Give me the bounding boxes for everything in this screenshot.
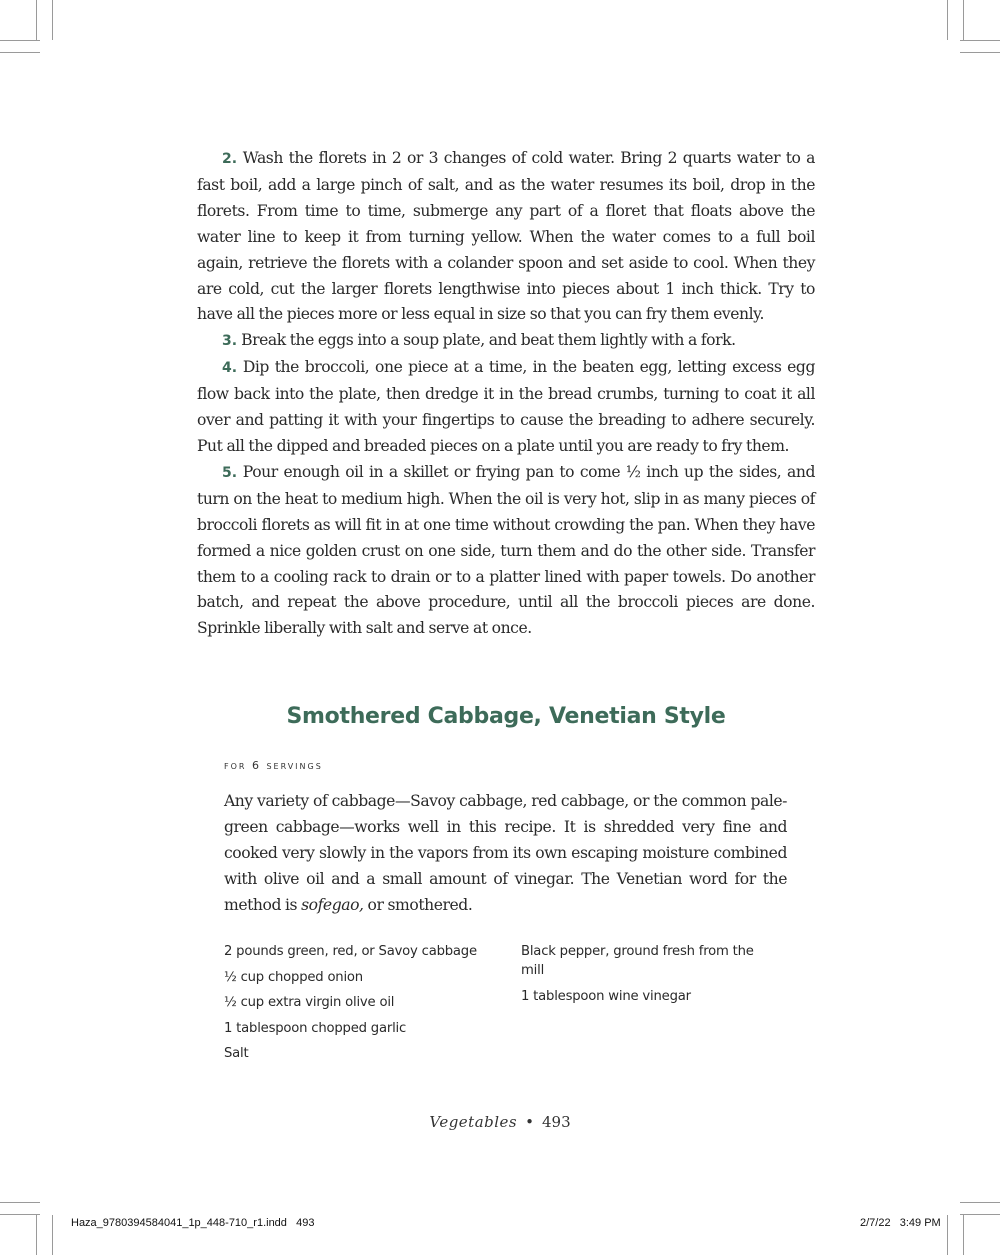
step-2 <box>197 146 815 328</box>
crop-mark <box>0 1214 40 1215</box>
step-number: 2. <box>222 151 238 167</box>
crop-mark <box>36 0 37 40</box>
step-text: Break the eggs into a soup plate, and beat them lightly with a fork. <box>241 331 736 350</box>
crop-mark <box>960 1214 1000 1215</box>
footer-bullet: • <box>525 1113 534 1131</box>
crop-mark <box>947 0 948 40</box>
ingredient-item: 1 tablespoon chopped garlic <box>224 1020 407 1036</box>
slug-timestamp: 2/7/22 3:49 PM <box>860 1217 941 1229</box>
section-name: Vegetables <box>429 1113 518 1131</box>
crop-mark <box>52 0 53 40</box>
step-3 <box>197 328 815 355</box>
step-text: Pour enough oil in a skillet or frying pan to come ½ inch up the sides, and turn on the heat to medium high. When the oil is very hot, slip in as many pieces of broccoli florets as will fit in at one time without crowding the pan. When they have formed a nice golden crust on one side, turn them and do the other side. Transfer them to a cooling rack to drain or to a platter lined with paper towels. Do another batch, and repeat the above procedure, until all the broccoli pieces are done. Sprinkle liberally with salt and serve at once. <box>197 462 815 638</box>
ingredient-item: 2 pounds green, red, or Savoy cabbage <box>224 944 477 959</box>
step-5 <box>197 460 815 642</box>
step-4 <box>197 355 815 460</box>
crop-mark <box>947 1215 948 1255</box>
slug-filename: Haza_9780394584041_1p_448-710_r1.indd 493 <box>71 1217 315 1229</box>
step-number: 3. <box>222 333 238 350</box>
ingredients-left <box>224 942 504 1070</box>
crop-mark <box>0 1202 40 1203</box>
recipe-steps <box>197 146 815 642</box>
crop-mark <box>960 52 1000 53</box>
page-number: 493 <box>541 1113 571 1131</box>
step-number: 4. <box>222 360 238 377</box>
step-number: 5. <box>222 464 238 481</box>
ingredient-item: Salt <box>224 1046 249 1061</box>
crop-mark <box>963 1215 964 1255</box>
recipe-title: Smothered Cabbage, Venetian Style <box>286 704 726 729</box>
crop-mark <box>36 1215 37 1255</box>
crop-mark <box>960 40 1000 41</box>
ingredient-item: ½ cup chopped onion <box>224 969 363 985</box>
intro-term: sofegao, <box>301 895 364 914</box>
ingredient-item: Black pepper, ground fresh from the mill <box>521 944 754 978</box>
ingredients-right <box>521 942 761 1012</box>
step-text: Dip the broccoli, one piece at a time, in the beaten egg, letting excess egg flow back into the plate, then dredge it in the bread crumbs, turning to coat it all over and patting it with your fingertips to cause the breading to adhere securely. Put all the dipped and breaded pieces on a plate until you are ready to fry them. <box>197 358 815 455</box>
step-text: Wash the florets in 2 or 3 changes of cold water. Bring 2 quarts water to a fast boil, add a large pinch of salt, and as the water resumes its boil, drop in the florets. From time to time, submerge any part of a floret that floats above the water line to keep it from turning yellow. When the water comes to a full boil again, retrieve the florets with a colander spoon and set aside to cool. When they are cold, cut the larger florets lengthwise into pieces about 1 inch thick. Try to have all the pieces more or less equal in size so that you can fry them evenly. <box>197 149 815 324</box>
crop-mark <box>963 0 964 40</box>
crop-mark <box>0 40 40 41</box>
crop-mark <box>52 1215 53 1255</box>
ingredient-item: ½ cup extra virgin olive oil <box>224 995 395 1010</box>
crop-mark <box>960 1202 1000 1203</box>
ingredient-item: 1 tablespoon wine vinegar <box>521 988 691 1004</box>
intro-text: Any variety of cabbage—Savoy cabbage, red cabbage, or the common pale-green cabbage—works well in this recipe. It is shredded very fine and cooked very slowly in the vapors from its own escaping moisture combined with olive oil and a small amount of vinegar. The Venetian word for the method is <box>224 792 787 914</box>
page-footer <box>0 1113 1000 1131</box>
crop-mark <box>0 52 40 53</box>
servings-label: for 6 servings <box>224 759 323 772</box>
intro-text-end: or smothered. <box>363 895 473 914</box>
recipe-intro <box>224 789 787 919</box>
